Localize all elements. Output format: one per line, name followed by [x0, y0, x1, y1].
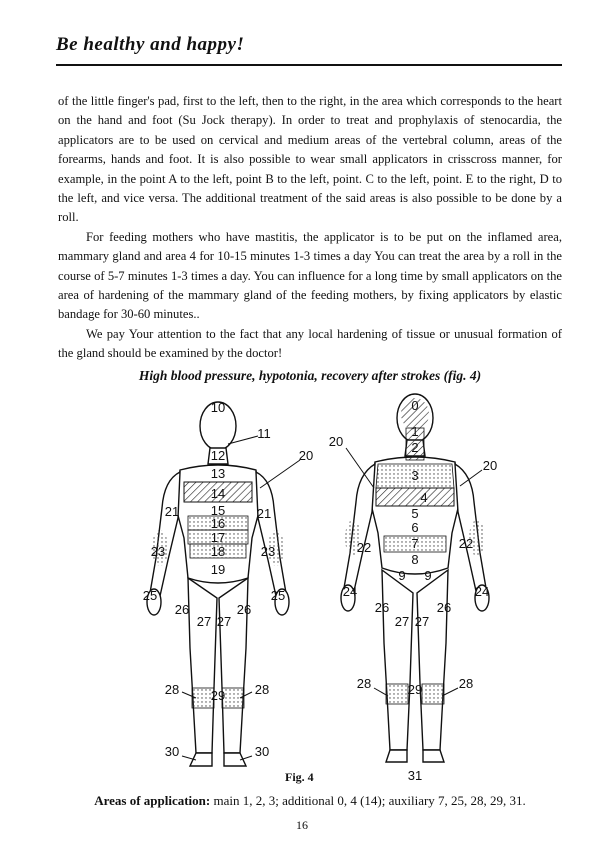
back-label: 0 [411, 398, 419, 413]
body-diagram [120, 388, 520, 788]
front-label: 25 [142, 588, 158, 603]
front-label: 11 [257, 426, 271, 441]
front-label: 21 [256, 506, 272, 521]
back-label: 27 [414, 614, 430, 629]
front-label: 26 [236, 602, 252, 617]
front-label: 16 [210, 516, 226, 531]
front-label: 17 [210, 530, 226, 545]
back-zone-29-right [422, 684, 444, 704]
areas-text: main 1, 2, 3; additional 0, 4 (14); auxiliary 7, 25, 28, 29, 31. [213, 793, 526, 808]
back-label: 9 [398, 568, 406, 583]
page-header-title: Be healthy and happy! [56, 34, 245, 55]
back-label: 28 [356, 676, 372, 691]
back-label: 20 [482, 458, 498, 473]
back-label: 1 [411, 424, 419, 439]
front-label: 13 [210, 466, 226, 481]
back-label: 4 [420, 490, 428, 505]
back-label: 8 [411, 552, 419, 567]
back-label: 22 [356, 540, 372, 555]
back-label: 5 [411, 506, 419, 521]
back-label: 22 [458, 536, 474, 551]
back-label: 26 [374, 600, 390, 615]
body-diagram-figure [120, 388, 520, 788]
body-text [58, 92, 562, 364]
front-label: 28 [164, 682, 180, 697]
back-label: 2 [411, 440, 419, 455]
front-label: 19 [210, 562, 226, 577]
front-label: 29 [210, 688, 226, 703]
front-label: 25 [270, 588, 286, 603]
back-label: 28 [458, 676, 474, 691]
front-label: 23 [260, 544, 276, 559]
areas-label: Areas of application: [94, 793, 211, 808]
section-title: High blood pressure, hypotonia, recovery after strokes (fig. 4) [138, 368, 482, 383]
back-label: 3 [411, 468, 419, 483]
figure-caption: Fig. 4 [285, 770, 314, 784]
header-divider [56, 64, 562, 66]
back-label: 27 [394, 614, 410, 629]
back-label: 26 [436, 600, 452, 615]
back-label: 9 [424, 568, 432, 583]
page-number: 16 [296, 818, 308, 832]
front-label: 27 [196, 614, 212, 629]
front-label: 18 [210, 544, 226, 559]
front-label: 20 [298, 448, 314, 463]
back-label: 24 [474, 584, 490, 599]
areas-of-application [58, 793, 562, 809]
back-label: 20 [328, 434, 344, 449]
front-label: 26 [174, 602, 190, 617]
front-label: 14 [210, 486, 226, 501]
back-label: 29 [407, 682, 423, 697]
back-label: 6 [411, 520, 419, 535]
front-label: 12 [210, 448, 226, 463]
paragraph-2: For feeding mothers who have mastitis, the applicator is to be put on the inflamed area, mammary gland and area 4 for 10-15 minutes 1-3 times a day You can treat the area by a roll in the course of 5-7 minutes 1-3 times a day. You can influence for a long time by small applicators on the area of hardening of the mammary gland of the feeding mothers, by fixing applicators by elastic bandage for 30-60 minutes.. [58, 229, 562, 322]
paragraph-1: of the little finger's pad, first to the left, then to the right, in the area which corresponds to the heart on the hand and foot (Su Jock therapy). In order to treat and prophylaxis of stenocardia, the applicators are to be used on cervical and medium areas of the vertebral column, areas of the forearms, hands and foot. It is also possible to wear small applicators in crisscross manner, for example, in the point A to the left, point B to the left, point. C to the left, point. E to the right, D to the left, and vice versa. The additional treatment of the said areas is also possible to be done by a roll. [58, 94, 562, 225]
front-label: 30 [164, 744, 180, 759]
front-label: 27 [216, 614, 232, 629]
front-label: 23 [150, 544, 166, 559]
back-label: 7 [411, 536, 419, 551]
front-label: 28 [254, 682, 270, 697]
front-label: 30 [254, 744, 270, 759]
back-zone-29-left [386, 684, 408, 704]
front-label: 10 [210, 400, 226, 415]
front-label: 21 [164, 504, 180, 519]
back-zone-4 [376, 488, 454, 506]
back-label: 24 [342, 584, 358, 599]
paragraph-3: We pay Your attention to the fact that any local hardening of tissue or unusual formation of the gland should be examined by the doctor! [58, 326, 562, 361]
back-label: 31 [407, 768, 423, 783]
front-label: 15 [210, 503, 226, 518]
